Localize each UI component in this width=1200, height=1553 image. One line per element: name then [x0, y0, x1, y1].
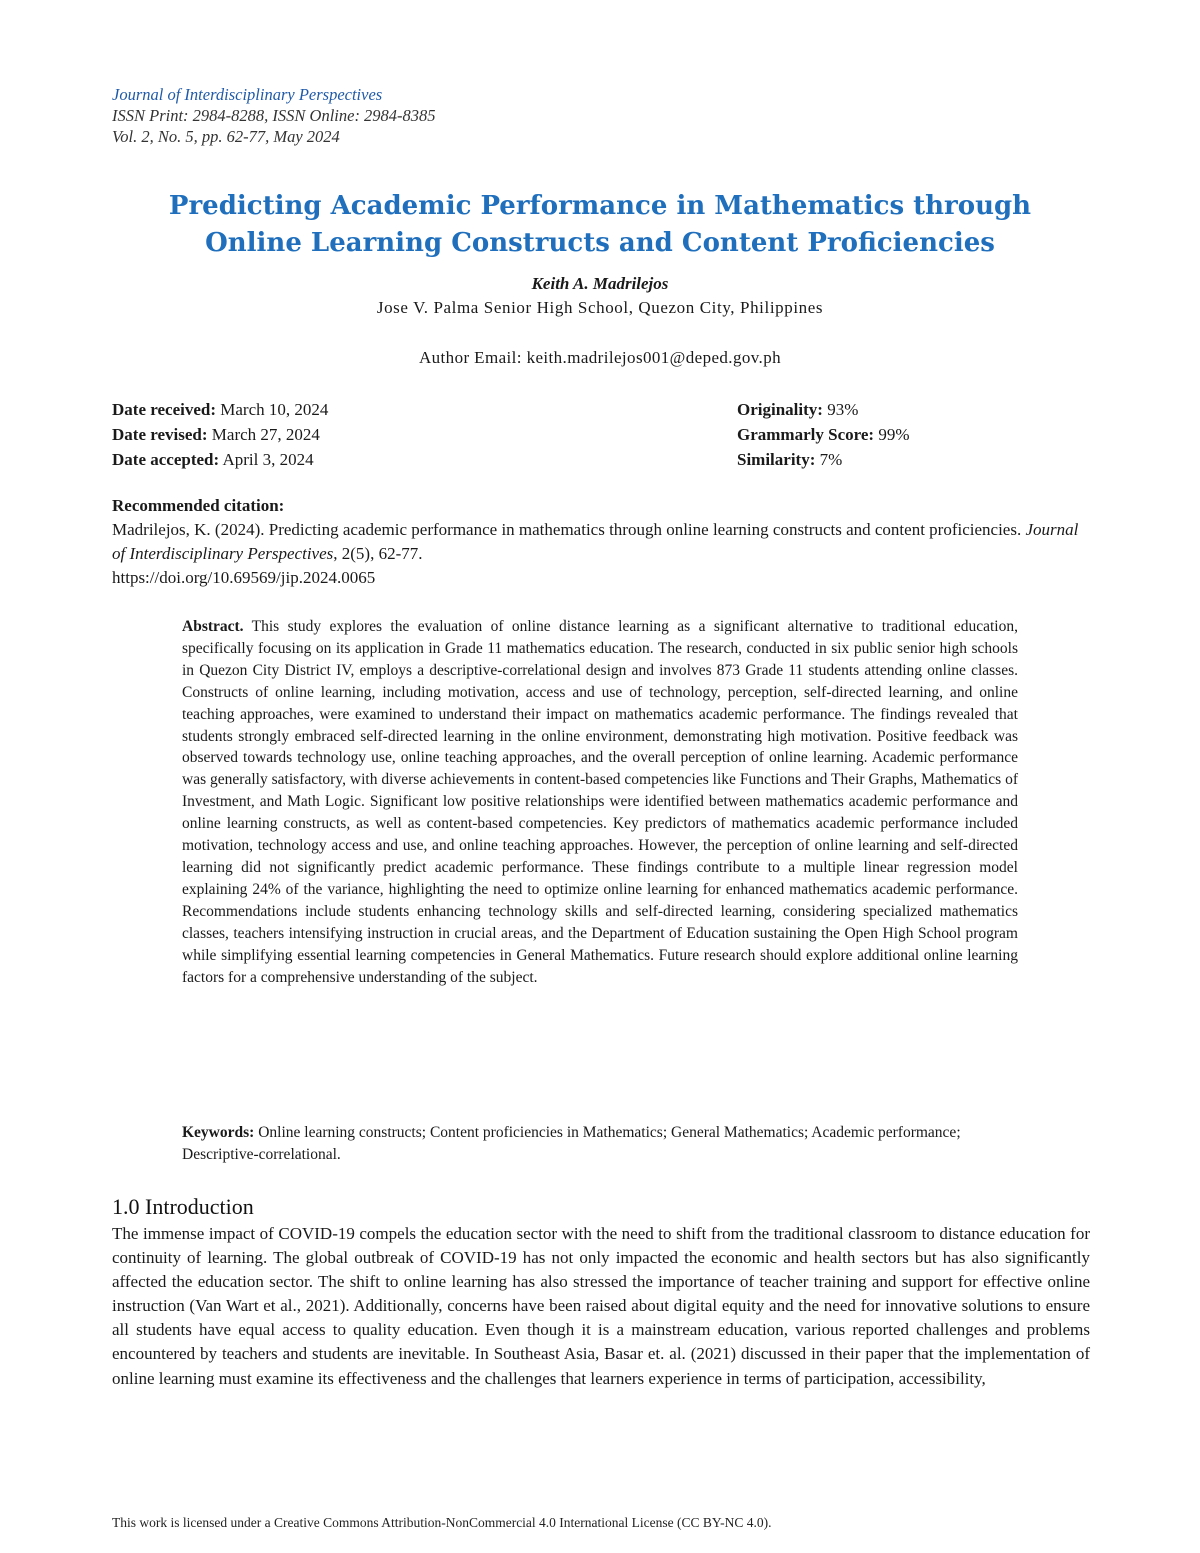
- date-revised: [112, 422, 328, 447]
- citation-part2: , 2(5), 62-77.: [333, 544, 423, 563]
- journal-name: Journal of Interdisciplinary Perspectives: [112, 85, 383, 104]
- date-revised-label: Date revised:: [112, 425, 208, 444]
- date-received-label: Date received:: [112, 400, 216, 419]
- citation-part1: Madrilejos, K. (2024). Predicting academic performance in mathematics through online learning constructs and content proficiencies.: [112, 520, 1022, 539]
- grammarly-label: Grammarly Score:: [737, 425, 875, 444]
- originality-score: [737, 397, 909, 422]
- license-footer: This work is licensed under a Creative Commons Attribution-NonCommercial 4.0 International License (CC BY-NC 4.0).: [112, 1515, 772, 1530]
- citation-body: [112, 518, 1092, 566]
- date-accepted-value: April 3, 2024: [222, 450, 314, 469]
- journal-volume: Vol. 2, No. 5, pp. 62-77, May 2024: [112, 127, 340, 146]
- date-accepted-label: Date accepted:: [112, 450, 220, 469]
- score-block: [737, 397, 909, 472]
- originality-label: Originality:: [737, 400, 823, 419]
- journal-issn: ISSN Print: 2984-8288, ISSN Online: 2984-8385: [112, 106, 436, 125]
- grammarly-score: [737, 422, 909, 447]
- author-email-label: Author Email:: [418, 348, 522, 367]
- author-email: keith.madrilejos001@deped.gov.ph: [526, 348, 782, 367]
- date-received: [112, 397, 328, 422]
- citation-text: [112, 518, 1092, 590]
- keywords-label: Keywords:: [182, 1124, 255, 1141]
- similarity-score: [737, 447, 909, 472]
- date-accepted: [112, 447, 328, 472]
- author-affiliation: Jose V. Palma Senior High School, Quezon City, Philippines: [376, 298, 824, 317]
- citation-label: Recommended citation:: [112, 496, 285, 515]
- date-block: [112, 397, 328, 472]
- author-email-line: [0, 348, 1200, 368]
- abstract-text: This study explores the evaluation of online distance learning as a significant alternative to traditional education, specifically focusing on its application in Grade 11 mathematics education. The research, conducted in six public senior high schools in Quezon City District IV, employs a descriptive-correlational design and involves 873 Grade 11 students attending online classes. Constructs of online learning, including motivation, access and use of technology, perception, self-directed learning, and online teaching approaches, were examined to understand their impact on mathematics academic performance. The findings revealed that students strongly embraced self-directed learning in the online environment, demonstrating high motivation. Positive feedback was observed towards technology use, online teaching approaches, and the overall perception of online learning. Academic performance was generally satisfactory, with diverse achievements in content-based competencies like Functions and Their Graphs, Mathematics of Investment, and Math Logic. Significant low positive relationships were identified between mathematics academic performance and online learning constructs, as well as content-based competencies. Key predictors of mathematics academic performance included motivation, technology access and use, and online teaching approaches. However, the perception of online learning and self-directed learning did not significantly predict academic performance. These findings contribute to a multiple linear regression model explaining 24% of the variance, highlighting the need to optimize online learning for enhanced mathematics academic performance. Recommendations include students enhancing technology skills and self-directed learning, considering specialized mathematics classes, teachers intensifying instruction in crucial areas, and the Department of Education sustaining the Open High School program while simplifying essential learning competencies in General Mathematics. Future research should explore additional online learning factors for a comprehensive understanding of the subject.: [182, 618, 1018, 986]
- abstract: [182, 616, 1018, 988]
- originality-value: 93%: [827, 400, 859, 419]
- paper-title-line2: Online Learning Constructs and Content Proficiencies: [205, 228, 995, 258]
- paper-title: [0, 188, 1200, 262]
- author-name: Keith A. Madrilejos: [531, 274, 669, 293]
- journal-header: [112, 84, 436, 147]
- date-revised-value: March 27, 2024: [211, 425, 320, 444]
- similarity-value: 7%: [819, 450, 843, 469]
- keywords-text: Online learning constructs; Content proficiencies in Mathematics; General Mathematics; Academic performance; Descriptive-correlational.: [182, 1124, 961, 1163]
- grammarly-value: 99%: [878, 425, 910, 444]
- keywords: [182, 1122, 1018, 1166]
- citation-journal: Journal of Interdisciplinary Perspectives: [112, 520, 1079, 563]
- introduction-heading: 1.0 Introduction: [112, 1194, 254, 1219]
- citation-doi-link[interactable]: https://doi.org/10.69569/jip.2024.0065: [112, 568, 376, 587]
- date-received-value: March 10, 2024: [220, 400, 329, 419]
- paper-title-line1: Predicting Academic Performance in Mathematics through: [168, 191, 1032, 221]
- similarity-label: Similarity:: [737, 450, 816, 469]
- introduction-text: The immense impact of COVID-19 compels the education sector with the need to shift from the traditional classroom to distance education for continuity of learning. The global outbreak of COVID-19 has not only impacted the economic and health sectors but has also significantly affected the education sector. The shift to online learning has also stressed the importance of teacher training and support for effective online instruction (Van Wart et al., 2021). Additionally, concerns have been raised about digital equity and the need for innovative solutions to ensure all students have equal access to quality education. Even though it is a mainstream education, various reported challenges and problems encountered by teachers and students are inevitable. In Southeast Asia, Basar et. al. (2021) discussed in their paper that the implementation of online learning must examine its effectiveness and the challenges that learners experience in terms of participation, accessibility,: [112, 1224, 1090, 1388]
- abstract-label: Abstract.: [182, 618, 244, 635]
